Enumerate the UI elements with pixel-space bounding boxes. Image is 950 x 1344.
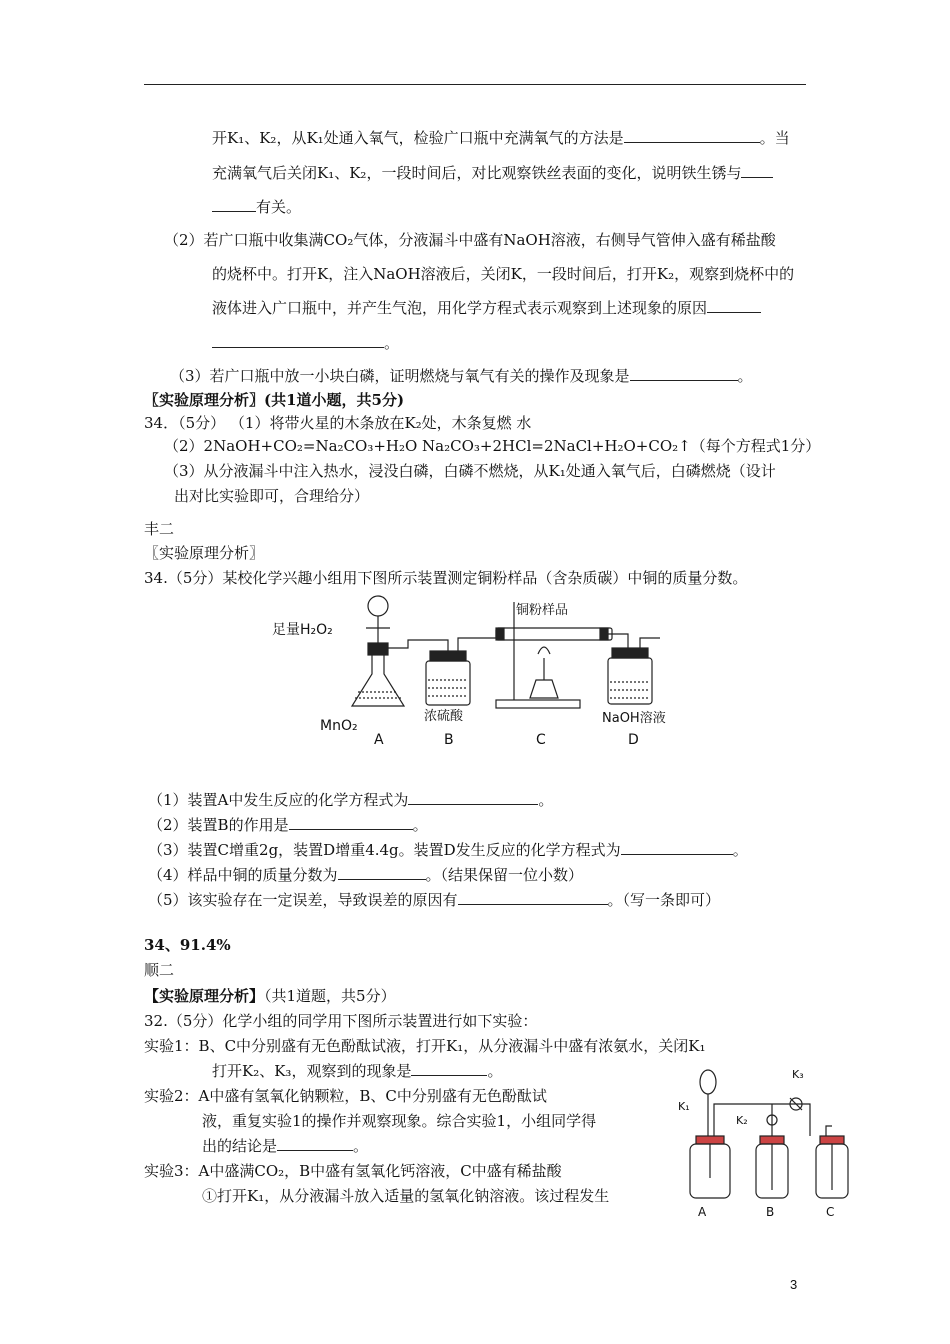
question-item: （5）该实验存在一定误差，导致误差的原因有 。（写一条即可） — [148, 891, 721, 909]
answer-blank — [289, 815, 413, 830]
answer-blank — [458, 890, 608, 905]
answer-key: 34、91.4% — [144, 936, 231, 954]
answer-line: （3）从分液漏斗中注入热水，浸没白磷，白磷不燃烧，从K₁处通入氧气后，白磷燃烧（设计 — [164, 462, 776, 480]
fig1-label-mno2: MnO₂ — [320, 718, 358, 734]
fig1-label-h2o2: 足量H₂O₂ — [272, 622, 333, 638]
fig2-label-a: A — [698, 1205, 707, 1219]
experiment-text: 出的结论是 。 — [202, 1137, 369, 1155]
answer-blank — [212, 197, 256, 212]
section-heading: 〖实验原理分析〗(共1道小题，共5分) — [144, 391, 405, 409]
answer-blank — [338, 865, 426, 880]
experiment-text: 实验1：B、C中分别盛有无色酚酞试液，打开K₁，从分液漏斗中盛有浓氨水，关闭K₁ — [144, 1037, 706, 1055]
fig1-label-c: C — [536, 732, 546, 748]
apparatus-figure-2 — [676, 1066, 852, 1226]
answer-blank — [630, 366, 738, 381]
fig1-label-a: A — [374, 732, 384, 748]
fig1-label-sample: 铜粉样品 — [516, 603, 569, 618]
text-line: 开K₁、K₂，从K₁处通入氧气，检验广口瓶中充满氧气的方法是 。当 — [212, 129, 790, 147]
answer-blank — [707, 298, 761, 313]
fig2-label-c: C — [826, 1205, 835, 1219]
experiment-text: 实验3：A中盛满CO₂，B中盛有氢氧化钙溶液，C中盛有稀盐酸 — [144, 1162, 562, 1180]
answer-blank — [624, 128, 760, 143]
question-stem: 32.（5分）化学小组的同学用下图所示装置进行如下实验： — [144, 1012, 538, 1030]
experiment-text: ①打开K₁，从分液漏斗放入适量的氢氧化钠溶液。该过程发生 — [202, 1187, 610, 1205]
fig2-label-k1: K₁ — [678, 1100, 690, 1113]
fig2-label-k3: K₃ — [792, 1068, 804, 1081]
experiment-text: 打开K₂、K₃，观察到的现象是 。 — [212, 1062, 503, 1080]
question-stem: 34.（5分）某校化学兴趣小组用下图所示装置测定铜粉样品（含杂质碳）中铜的质量分数。 — [144, 569, 748, 587]
fig1-label-naoh: NaOH溶液 — [602, 711, 666, 726]
text-line: 液体进入广口瓶中，并产生气泡，用化学方程式表示观察到上述现象的原因 — [212, 298, 761, 318]
answer-blank — [741, 163, 773, 178]
fig2-label-k2: K₂ — [736, 1114, 748, 1127]
question-item: （4）样品中铜的质量分数为 。（结果保留一位小数） — [148, 866, 584, 884]
text-line: 。 — [212, 333, 399, 353]
answer-line: 34．（5分） （1）将带火星的木条放在K₂处，木条复燃 水 — [144, 414, 532, 432]
page-number: 3 — [790, 1277, 798, 1292]
district-label: 丰二 — [144, 520, 175, 538]
fig1-label-acid: 浓硫酸 — [424, 709, 464, 724]
answer-blank — [277, 1136, 353, 1151]
text-line: 的烧杯中。打开K，注入NaOH溶液后，关闭K，一段时间后，打开K₂，观察到烧杯中的 — [212, 265, 795, 283]
section-heading: 〖实验原理分析〗 — [144, 544, 265, 562]
text-line: 有关。 — [212, 197, 301, 217]
question-item: （2）装置B的作用是 。 — [148, 816, 428, 834]
fig1-label-d: D — [628, 732, 639, 748]
answer-line: （2）2NaOH+CO₂=Na₂CO₃+H₂O Na₂CO₃+2HCl=2NaCl+H₂O+CO₂↑（每个方程式1分） — [164, 437, 821, 455]
question-item: （3）装置C增重2g，装置D增重4.4g。装置D发生反应的化学方程式为 。 — [148, 841, 748, 859]
section-heading: 【实验原理分析】（共1道题，共5分） — [144, 987, 396, 1005]
text-line: 充满氧气后关闭K₁、K₂，一段时间后，对比观察铁丝表面的变化，说明铁生锈与 — [212, 163, 773, 183]
header-rule — [144, 84, 806, 85]
text-line: （2）若广口瓶中收集满CO₂气体，分液漏斗中盛有NaOH溶液，右侧导气管伸入盛有稀盐酸 — [164, 231, 776, 249]
experiment-text: 实验2：A中盛有氢氧化钠颗粒，B、C中分别盛有无色酚酞试 — [144, 1087, 547, 1105]
answer-line: 出对比实验即可，合理给分） — [174, 487, 370, 505]
apparatus-figure-1 — [268, 588, 668, 748]
answer-blank — [408, 790, 538, 805]
answer-blank — [621, 840, 733, 855]
fig2-label-b: B — [766, 1205, 775, 1219]
text-line: （3）若广口瓶中放一小块白磷，证明燃烧与氧气有关的操作及现象是 。 — [170, 367, 753, 385]
answer-blank — [212, 333, 384, 348]
fig1-label-b: B — [444, 732, 454, 748]
answer-blank — [411, 1061, 487, 1076]
experiment-text: 液，重复实验1的操作并观察现象。综合实验1，小组同学得 — [202, 1112, 597, 1130]
district-label: 顺二 — [144, 961, 175, 979]
question-item: （1）装置A中发生反应的化学方程式为 。 — [148, 791, 554, 809]
